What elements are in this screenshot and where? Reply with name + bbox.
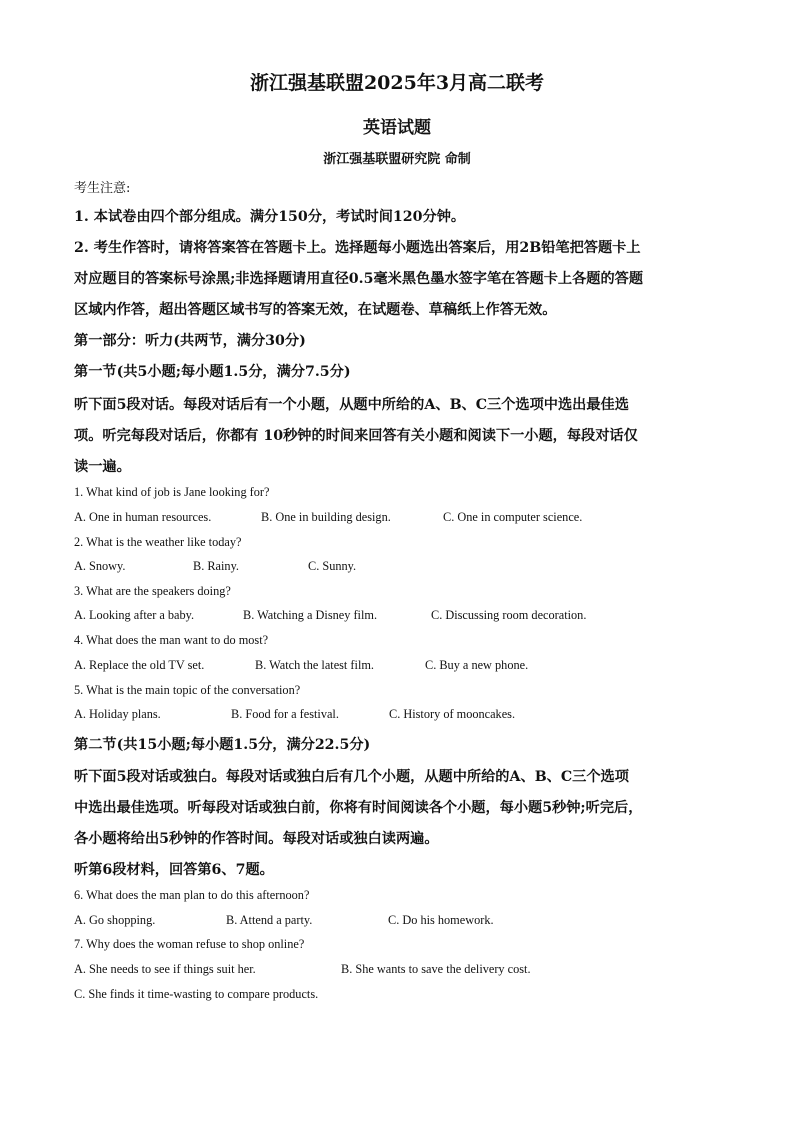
question-1-option-a: A. One in human resources. [74, 510, 212, 524]
question-7-option-c: C. She finds it time-wasting to compare products. [74, 987, 319, 1001]
question-7-option-b: B. She wants to save the delivery cost. [341, 962, 531, 976]
question-1-option-b: B. One in building design. [261, 510, 391, 524]
section2-heading: 第二节(共15小题;每小题1.5分，满分22.5分) [74, 737, 371, 753]
section1-instructions-line-1: 听下面5段对话。每段对话后有一个小题，从题中所给的A、B、C三个选项中选出最佳选 [74, 397, 629, 413]
notice-item-1: 1. 本试卷由四个部分组成。满分150分，考试时间120分钟。 [74, 209, 466, 225]
question-4-option-c: C. Buy a new phone. [425, 658, 529, 672]
section2-instructions-line-3: 各小题将给出5秒钟的作答时间。每段对话或独白读两遍。 [74, 831, 439, 847]
section1-instructions-line-3: 读一遍。 [74, 459, 131, 475]
question-2-option-b: B. Rainy. [193, 559, 239, 573]
notice-item-2-line-2: 对应题目的答案标号涂黑;非选择题请用直径0.5毫米黑色墨水签字笔在答题卡上各题的答题 [74, 271, 644, 287]
question-3-option-b: B. Watching a Disney film. [243, 608, 378, 622]
question-4-option-b: B. Watch the latest film. [255, 658, 374, 672]
question-1-option-c: C. One in computer science. [443, 510, 583, 524]
question-1-stem: 1. What kind of job is Jane looking for? [74, 485, 270, 499]
notice-item-2-line-1: 2. 考生作答时，请将答案答在答题卡上。选择题每小题选出答案后，用2B铅笔把答题卡上 [74, 240, 641, 256]
question-5-option-b: B. Food for a festival. [231, 707, 339, 721]
question-3-stem: 3. What are the speakers doing? [74, 584, 231, 598]
question-2-option-a: A. Snowy. [74, 559, 126, 573]
question-6-option-b: B. Attend a party. [226, 913, 313, 927]
section1-instructions-line-2: 项。听完每段对话后，你都有 10秒钟的时间来回答有关小题和阅读下一小题，每段对话仅 [74, 428, 638, 444]
question-3-option-c: C. Discussing room decoration. [431, 608, 587, 622]
section2-instructions-line-1: 听下面5段对话或独白。每段对话或独白后有几个小题，从题中所给的A、B、C三个选项 [74, 769, 629, 785]
question-7-stem: 7. Why does the woman refuse to shop online? [74, 937, 305, 951]
question-6-stem: 6. What does the man plan to do this afternoon? [74, 888, 310, 902]
subject-title: 英语试题 [363, 118, 431, 138]
question-6-option-a: A. Go shopping. [74, 913, 156, 927]
section1-heading: 第一节(共5小题;每小题1.5分，满分7.5分) [74, 364, 351, 380]
question-5-option-c: C. History of mooncakes. [389, 707, 516, 721]
question-5-stem: 5. What is the main topic of the conversation? [74, 683, 301, 697]
part1-heading: 第一部分：听力(共两节，满分30分) [74, 333, 306, 349]
material-6-heading: 听第6段材料，回答第6、7题。 [74, 862, 274, 878]
exam-title: 浙江强基联盟2025年3月高二联考 [249, 72, 545, 94]
question-7-option-a: A. She needs to see if things suit her. [74, 962, 256, 976]
question-3-option-a: A. Looking after a baby. [74, 608, 195, 622]
author-line: 浙江强基联盟研究院 命制 [323, 152, 471, 167]
notice-heading: 考生注意: [74, 181, 131, 196]
notice-item-2-line-3: 区域内作答，超出答题区域书写的答案无效，在试题卷、草稿纸上作答无效。 [74, 302, 557, 318]
section2-instructions-line-2: 中选出最佳选项。听每段对话或独白前，你将有时间阅读各个小题，每小题5秒钟;听完后， [74, 800, 643, 816]
question-4-stem: 4. What does the man want to do most? [74, 633, 269, 647]
question-2-stem: 2. What is the weather like today? [74, 535, 242, 549]
question-6-option-c: C. Do his homework. [388, 913, 494, 927]
question-5-option-a: A. Holiday plans. [74, 707, 161, 721]
question-2-option-c: C. Sunny. [308, 559, 357, 573]
question-4-option-a: A. Replace the old TV set. [74, 658, 205, 672]
